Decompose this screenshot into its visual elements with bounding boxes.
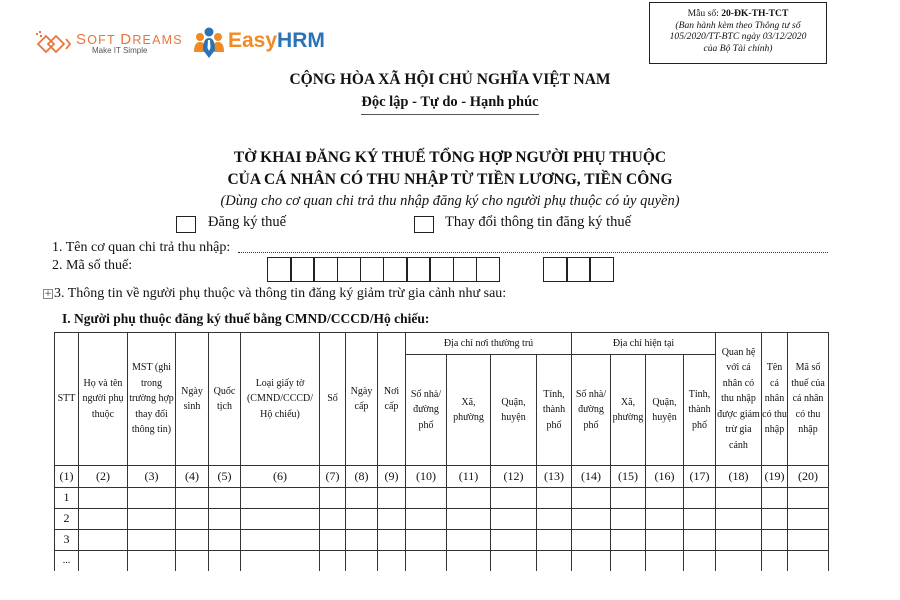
cell[interactable]	[572, 509, 611, 530]
cell[interactable]	[176, 551, 209, 572]
cell[interactable]	[406, 530, 447, 551]
th-perm-province: Tỉnh, thành phố	[537, 355, 572, 466]
form-subtitle: (Dùng cho cơ quan chi trả thu nhập đăng ký cho người phụ thuộc có ủy quyền)	[220, 193, 680, 209]
cell[interactable]	[684, 509, 716, 530]
cell[interactable]	[378, 488, 406, 509]
cell[interactable]	[320, 530, 346, 551]
th-id-number: Số	[320, 333, 346, 466]
cell[interactable]	[491, 488, 537, 509]
cell[interactable]	[128, 488, 176, 509]
cell[interactable]	[762, 509, 788, 530]
th-relation: Quan hệ với cá nhân có thu nhập được giảm trừ gia cảnh	[716, 333, 762, 466]
col-num: (17)	[684, 466, 716, 488]
cell[interactable]	[572, 530, 611, 551]
payer-name-input[interactable]	[238, 252, 828, 253]
register-tax-label: Đăng ký thuế	[208, 214, 287, 230]
cell[interactable]	[572, 488, 611, 509]
cell[interactable]	[572, 551, 611, 572]
col-num: (12)	[491, 466, 537, 488]
th-cur-district: Quận, huyện	[646, 355, 684, 466]
th-earner-tax: Mã số thuế của cá nhân có thu nhập	[788, 333, 829, 466]
change-info-label: Thay đổi thông tin đăng ký thuế	[445, 214, 632, 230]
motto: Độc lập - Tự do - Hạnh phúc	[0, 94, 900, 115]
cell[interactable]	[406, 488, 447, 509]
col-num: (8)	[346, 466, 378, 488]
cell[interactable]	[684, 530, 716, 551]
cell[interactable]	[346, 551, 378, 572]
cell[interactable]	[79, 551, 128, 572]
cell[interactable]	[788, 509, 829, 530]
tax-digit-box[interactable]	[360, 257, 385, 282]
cell[interactable]	[684, 488, 716, 509]
cell[interactable]	[209, 551, 241, 572]
cell[interactable]	[611, 551, 646, 572]
tax-digit-box[interactable]	[566, 257, 591, 282]
col-num: (2)	[79, 466, 128, 488]
cell[interactable]	[447, 509, 491, 530]
th-perm-district: Quận, huyện	[491, 355, 537, 466]
cell[interactable]	[611, 488, 646, 509]
th-perm-street: Số nhà/ đường phố	[406, 355, 447, 466]
dependents-table	[54, 332, 829, 571]
th-mst: MST (ghi trong trường hợp thay đổi thông tin)	[128, 333, 176, 466]
th-nationality: Quốc tịch	[209, 333, 241, 466]
tax-digit-box[interactable]	[267, 257, 292, 282]
change-info-checkbox[interactable]	[414, 216, 434, 233]
col-num: (14)	[572, 466, 611, 488]
th-name: Họ và tên người phụ thuộc	[79, 333, 128, 466]
col-num: (5)	[209, 466, 241, 488]
cell[interactable]	[79, 488, 128, 509]
col-num: (19)	[762, 466, 788, 488]
col-num: (10)	[406, 466, 447, 488]
cell[interactable]	[788, 488, 829, 509]
tax-digit-box[interactable]	[337, 257, 362, 282]
easyhrm-logo	[192, 26, 332, 60]
row-stt: ...	[55, 551, 79, 572]
col-num: (4)	[176, 466, 209, 488]
cell[interactable]	[716, 488, 762, 509]
cell[interactable]	[646, 530, 684, 551]
cell[interactable]	[176, 509, 209, 530]
cell[interactable]	[241, 509, 320, 530]
register-tax-checkbox[interactable]	[176, 216, 196, 233]
cell[interactable]	[320, 509, 346, 530]
cell[interactable]	[716, 530, 762, 551]
cell[interactable]	[128, 509, 176, 530]
easyhrm-wordmark: EasyHRM	[228, 29, 325, 52]
col-num: (11)	[447, 466, 491, 488]
cell[interactable]	[762, 488, 788, 509]
row-stt: 2	[55, 509, 79, 530]
table-row	[55, 509, 829, 530]
cell[interactable]	[788, 530, 829, 551]
cell[interactable]	[491, 530, 537, 551]
cell[interactable]	[346, 488, 378, 509]
cell[interactable]	[762, 530, 788, 551]
table-row	[55, 551, 829, 572]
th-cur-street: Số nhà/ đường phố	[572, 355, 611, 466]
tax-digit-box[interactable]	[453, 257, 478, 282]
col-num: (13)	[537, 466, 572, 488]
section3-label: 3. Thông tin về người phụ thuộc và thông tin đăng ký giảm trừ gia cảnh như sau:	[54, 286, 507, 301]
cell[interactable]	[646, 488, 684, 509]
cell[interactable]	[176, 530, 209, 551]
cell[interactable]	[491, 551, 537, 572]
cell[interactable]	[611, 530, 646, 551]
cell[interactable]	[716, 509, 762, 530]
form-title-line1: TỜ KHAI ĐĂNG KÝ THUẾ TỔNG HỢP NGƯỜI PHỤ THUỘC	[233, 149, 667, 166]
cell[interactable]	[537, 530, 572, 551]
easyhrm-people-icon	[192, 26, 226, 60]
cell[interactable]	[716, 551, 762, 572]
col-num: (7)	[320, 466, 346, 488]
col-num: (20)	[788, 466, 829, 488]
cell[interactable]	[378, 509, 406, 530]
form-number: 20-ĐK-TH-TCT	[721, 8, 789, 19]
cell[interactable]	[320, 488, 346, 509]
tax-code-label: 2. Mã số thuế:	[52, 258, 133, 273]
cell[interactable]	[241, 530, 320, 551]
cell[interactable]	[128, 530, 176, 551]
cell[interactable]	[378, 530, 406, 551]
col-num: (15)	[611, 466, 646, 488]
softdreams-logo	[34, 28, 184, 60]
cell[interactable]	[537, 551, 572, 572]
column-number-row	[55, 466, 829, 488]
tax-digit-box[interactable]	[476, 257, 501, 282]
cell[interactable]	[537, 509, 572, 530]
row-stt: 1	[55, 488, 79, 509]
cell[interactable]	[447, 551, 491, 572]
cell[interactable]	[209, 488, 241, 509]
cell[interactable]	[79, 530, 128, 551]
th-perm-ward: Xã, phường	[447, 355, 491, 466]
col-num: (16)	[646, 466, 684, 488]
cell[interactable]	[346, 509, 378, 530]
cell[interactable]	[209, 509, 241, 530]
th-earner-name: Tên cá nhân có thu nhập	[762, 333, 788, 466]
col-num: (3)	[128, 466, 176, 488]
cell[interactable]	[491, 509, 537, 530]
cell[interactable]	[346, 530, 378, 551]
tax-digit-box[interactable]	[543, 257, 568, 282]
header-row-group	[55, 333, 829, 355]
softdreams-tagline: Make IT Simple	[92, 46, 148, 55]
cell[interactable]	[406, 551, 447, 572]
cell[interactable]	[320, 551, 346, 572]
tax-digit-box[interactable]	[383, 257, 408, 282]
table-row	[55, 530, 829, 551]
tax-code-main-boxes[interactable]	[267, 257, 499, 282]
form-number-box: Mẫu số: 20-ĐK-TH-TCT (Ban hành kèm theo Thông tư số 105/2020/TT-BTC ngày 03/12/2020 của Bộ Tài chính)	[649, 2, 827, 64]
section-I-title: I. Người phụ thuộc đăng ký thuế bằng CMND/CCCD/Hộ chiếu:	[62, 311, 430, 326]
cell[interactable]	[646, 551, 684, 572]
th-stt: STT	[55, 333, 79, 466]
cell[interactable]	[684, 551, 716, 572]
tax-digit-box[interactable]	[290, 257, 315, 282]
cell[interactable]	[611, 509, 646, 530]
tax-digit-box[interactable]	[429, 257, 454, 282]
col-num: (9)	[378, 466, 406, 488]
cell[interactable]	[646, 509, 684, 530]
cell[interactable]	[241, 551, 320, 572]
cell[interactable]	[378, 551, 406, 572]
cell[interactable]	[79, 509, 128, 530]
tax-code-branch-boxes[interactable]	[543, 257, 613, 282]
tax-digit-box[interactable]	[589, 257, 614, 282]
cell[interactable]	[762, 551, 788, 572]
th-cur-ward: Xã, phường	[611, 355, 646, 466]
softdreams-name: SOFT DREAMS	[76, 31, 183, 48]
softdreams-mark-icon	[34, 30, 72, 58]
col-num: (18)	[716, 466, 762, 488]
cell[interactable]	[209, 530, 241, 551]
tax-digit-box[interactable]	[313, 257, 338, 282]
table-row	[55, 488, 829, 509]
payer-name-label: 1. Tên cơ quan chi trả thu nhập:	[52, 240, 231, 255]
th-issue-date: Ngày cấp	[346, 333, 378, 466]
cell[interactable]	[447, 530, 491, 551]
col-num: (6)	[241, 466, 320, 488]
th-id-type: Loại giấy tờ (CMND/CCCD/ Hộ chiếu)	[241, 333, 320, 466]
th-permanent-address: Địa chỉ nơi thường trú	[406, 333, 572, 355]
th-dob: Ngày sinh	[176, 333, 209, 466]
nation-header: CỘNG HÒA XÃ HỘI CHỦ NGHĨA VIỆT NAM	[289, 71, 611, 88]
cell[interactable]	[447, 488, 491, 509]
th-current-address: Địa chỉ hiện tại	[572, 333, 716, 355]
cell[interactable]	[176, 488, 209, 509]
cell[interactable]	[128, 551, 176, 572]
cell[interactable]	[406, 509, 447, 530]
cell[interactable]	[241, 488, 320, 509]
form-title-line2: CỦA CÁ NHÂN CÓ THU NHẬP TỪ TIỀN LƯƠNG, TIỀN CÔNG	[227, 171, 673, 188]
row-stt: 3	[55, 530, 79, 551]
th-cur-province: Tỉnh, thành phố	[684, 355, 716, 466]
cell[interactable]	[788, 551, 829, 572]
table-move-handle-icon[interactable]: +	[44, 289, 52, 299]
th-issue-place: Nơi cấp	[378, 333, 406, 466]
cell[interactable]	[537, 488, 572, 509]
col-num: (1)	[55, 466, 79, 488]
tax-digit-box[interactable]	[406, 257, 431, 282]
